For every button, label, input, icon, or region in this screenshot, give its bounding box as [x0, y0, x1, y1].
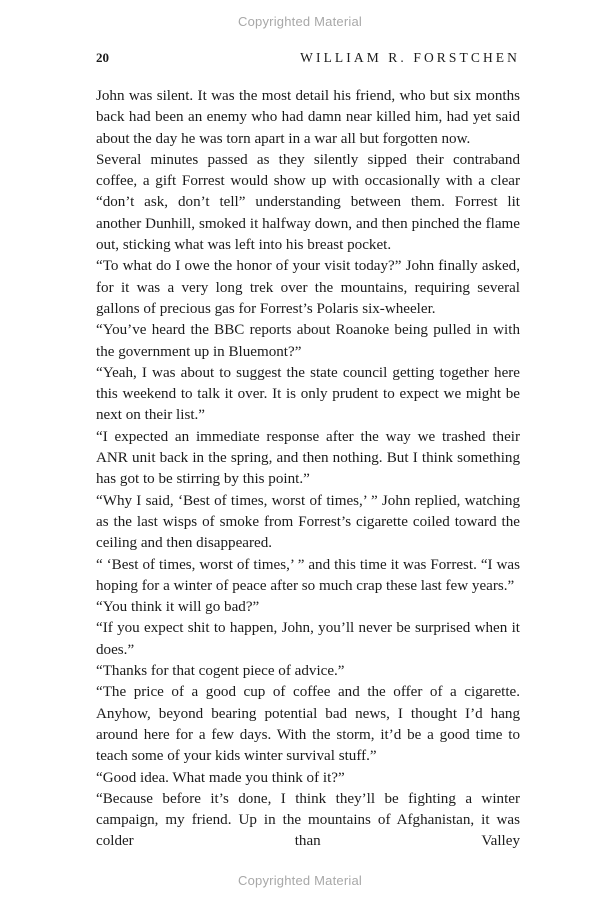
- paragraph: “Thanks for that cogent piece of advice.”: [96, 663, 345, 680]
- page-number: 20: [96, 50, 109, 65]
- paragraph: “Why I said, ‘Best of times, worst of times,’ ” John replied, watching as the last wisps of smoke from Forrest’s cigarette coiled toward the ceiling and then disappeared.: [96, 492, 520, 552]
- paragraph: John was silent. It was the most detail his friend, who but six months back had been an enemy who had damn near killed him, had yet said about the day he was torn apart in a war all but forgotten now.: [96, 88, 520, 147]
- paragraph: “The price of a good cup of coffee and the offer of a cigarette. Anyhow, beyond bearing potential bad news, I thought I’d hang around here for a few days. With the storm, it’d be a good time to teach some of your kids winter survival stuff.”: [96, 684, 520, 765]
- paragraph: “Yeah, I was about to suggest the state council getting together here this weekend to talk it over. It is only prudent to expect we might be next on their list.”: [96, 364, 520, 424]
- copyright-watermark-top: Copyrighted Material: [238, 14, 362, 29]
- paragraph: Several minutes passed as they silently sipped their contraband coffee, a gift Forrest would show up with occasionally with a clear “don’t ask, don’t tell” understanding between them. Forrest lit another Dunhill, smoked it halfway down, and then pinched the flame out, sticking what was left into his breast pocket.: [96, 151, 520, 254]
- copyright-watermark-bottom: Copyrighted Material: [238, 873, 362, 888]
- paragraph: “You think it will go bad?”: [96, 599, 260, 616]
- body-text: [96, 86, 520, 853]
- running-title: WILLIAM R. FORSTCHEN: [300, 50, 520, 65]
- paragraph: “I expected an immediate response after the way we trashed their ANR unit back in the spring, and then nothing. But I think something has got to be stirring by this point.”: [96, 428, 520, 488]
- paragraph: “Good idea. What made you think of it?”: [96, 769, 345, 786]
- running-header: [96, 50, 520, 70]
- paragraph: “To what do I owe the honor of your visit today?” John finally asked, for it was a very long trek over the mountains, requiring several gallons of precious gas for Forrest’s Polaris six-wheeler.: [96, 258, 520, 317]
- paragraph: “If you expect shit to happen, John, you’ll never be surprised when it does.”: [96, 620, 520, 658]
- paragraph: “Because before it’s done, I think they’ll be fighting a winter campaign, my friend. Up in the mountains of Afghanistan, it was colder than Valley: [96, 790, 520, 850]
- paragraph: “You’ve heard the BBC reports about Roanoke being pulled in with the government up in Bluemont?”: [96, 322, 520, 360]
- paragraph: “ ‘Best of times, worst of times,’ ” and this time it was Forrest. “I was hoping for a winter of peace after so much crap these last few years.”: [96, 556, 520, 594]
